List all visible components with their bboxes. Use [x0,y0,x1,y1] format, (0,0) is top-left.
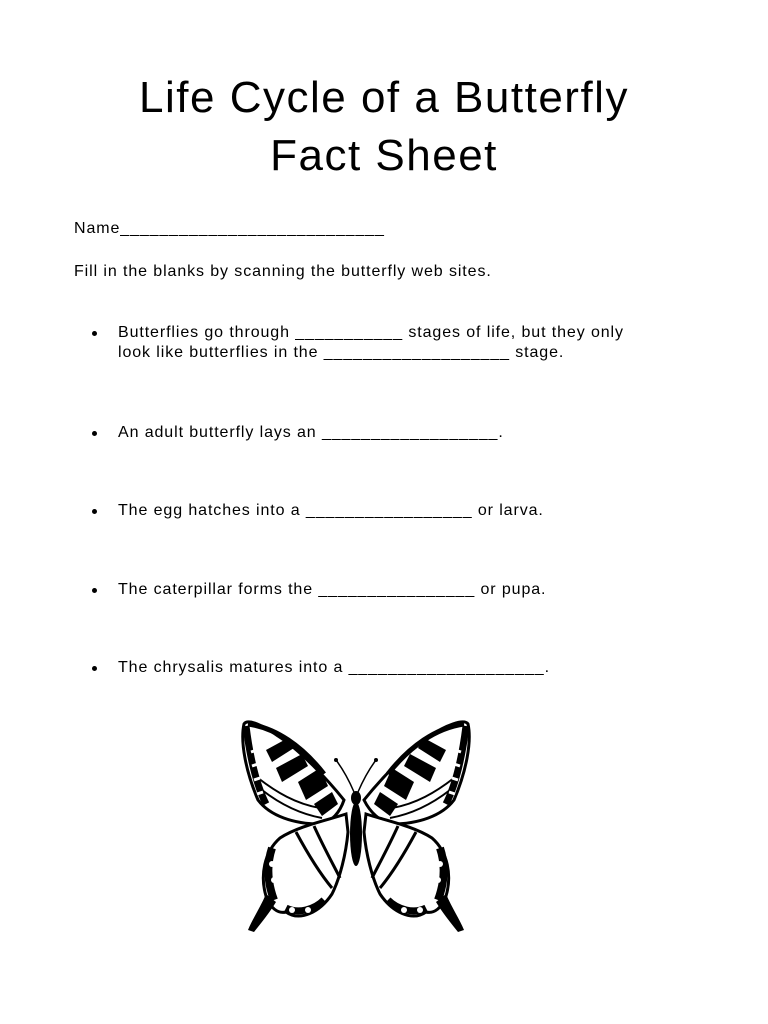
bullet-text: The chrysalis matures into a ____________________. [118,659,550,676]
bullet-icon [92,666,97,671]
left-hindwing [248,814,348,932]
butterfly-icon [236,708,476,944]
bullet-text: The egg hatches into a _________________ or larva. [118,502,544,519]
left-forewing [243,722,344,824]
bullet-text: Butterflies go through ___________ stages of life, but they only [118,324,624,341]
bullet-icon [92,588,97,593]
title-line-1: Life Cycle of a Butterfly [139,73,629,122]
instructions: Fill in the blanks by scanning the butterfly web sites. [74,263,492,280]
bullet-icon [92,509,97,514]
bullet-text: The caterpillar forms the ________________ or pupa. [118,581,547,598]
bullet-icon [92,431,97,436]
bullet-icon [92,331,97,336]
right-forewing [364,722,469,824]
bullet-text: An adult butterfly lays an __________________. [118,424,504,441]
right-hindwing [364,814,464,932]
name-field: Name___________________________ [74,220,385,237]
title-line-2: Fact Sheet [270,131,498,180]
bullet-text: look like butterflies in the ___________________ stage. [118,344,565,361]
